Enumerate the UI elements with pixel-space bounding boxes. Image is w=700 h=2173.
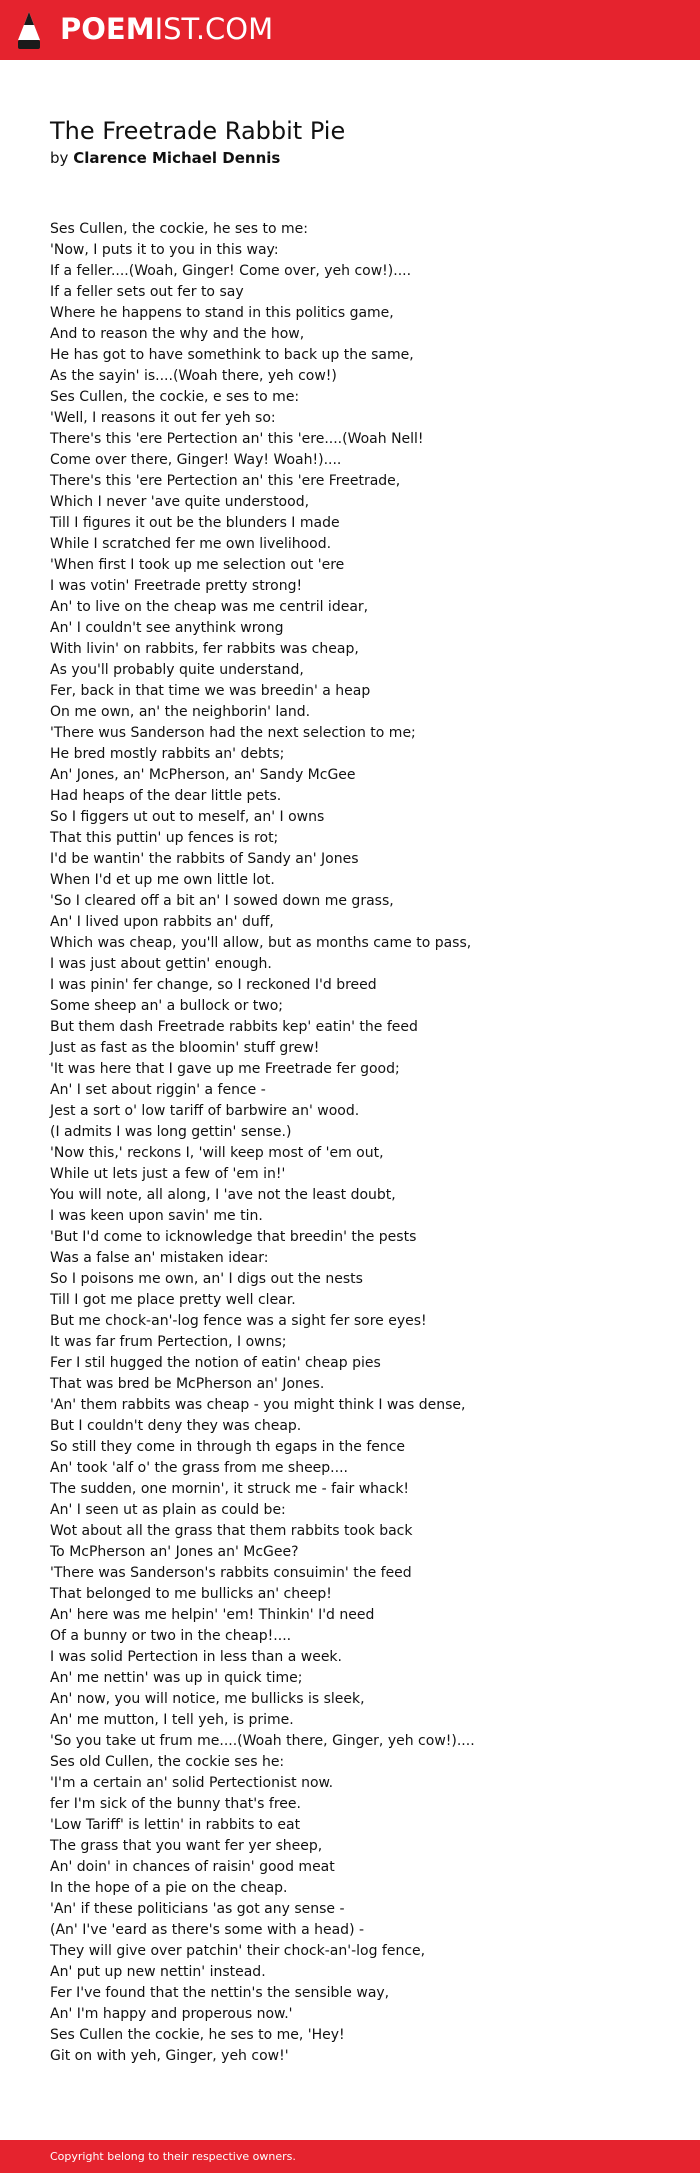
poem-line: (An' I've 'eard as there's some with a head) - [50,1922,365,1938]
poem-line: I was pinin' fer change, so I reckoned I'd breed [50,977,377,993]
poem-line: On me own, an' the neighborin' land. [50,704,311,720]
poem-line: While ut lets just a few of 'em in!' [50,1166,286,1182]
poem-line: If a feller sets out fer to say [50,284,244,300]
poem-line: Fer, back in that time we was breedin' a heap [50,683,371,699]
author-name: Clarence Michael Dennis [73,149,281,167]
site-footer [0,2140,700,2173]
poem-line: He bred mostly rabbits an' debts; [50,746,285,762]
poem-line: 'Low Tariff' is lettin' in rabbits to eat [50,1817,301,1833]
poem-body [50,219,670,2067]
poem-line: 'Now this,' reckons I, 'will keep most of 'em out, [50,1145,384,1161]
poem-line: As you'll probably quite understand, [50,662,304,678]
poem-line: Come over there, Ginger! Way! Woah!).... [50,452,342,468]
poem-line: fer I'm sick of the bunny that's free. [50,1796,301,1812]
poem-line: But them dash Freetrade rabbits kep' eatin' the feed [50,1019,418,1035]
poem-line: I was just about gettin' enough. [50,956,272,972]
poem-line: An' me nettin' was up in quick time; [50,1670,303,1686]
poem-line: 'So you take ut frum me....(Woah there, Ginger, yeh cow!).... [50,1733,475,1749]
poem-line: Wot about all the grass that them rabbits took back [50,1523,413,1539]
poem-line: Till I figures it out be the blunders I made [50,515,340,531]
poem-line: I'd be wantin' the rabbits of Sandy an' Jones [50,851,359,867]
poem-line: There's this 'ere Pertection an' this 'ere....(Woah Nell! [50,431,424,447]
poem-line: Was a false an' mistaken idear: [50,1250,269,1266]
poem-line: An' Jones, an' McPherson, an' Sandy McGee [50,767,356,783]
poem-line: When I'd et up me own little lot. [50,872,275,888]
poem-line: An' I'm happy and properous now.' [50,2006,293,2022]
poem-line: (I admits I was long gettin' sense.) [50,1124,292,1140]
poem-line: So still they come in through th egaps in the fence [50,1439,406,1455]
poem-line: An' me mutton, I tell yeh, is prime. [50,1712,294,1728]
poem-line: An' now, you will notice, me bullicks is sleek, [50,1691,365,1707]
poem-line: Fer I've found that the nettin's the sensible way, [50,1985,390,2001]
poem-line: They will give over patchin' their chock-an'-log fence, [50,1943,426,1959]
poem-line: Till I got me place pretty well clear. [50,1292,296,1308]
poem-line: 'When first I took up me selection out 'ere [50,557,345,573]
poem-line: The grass that you want fer yer sheep, [50,1838,323,1854]
poem-line: An' I seen ut as plain as could be: [50,1502,286,1518]
poem-line: It was far frum Pertection, I owns; [50,1334,287,1350]
poem-line: 'Well, I reasons it out fer yeh so: [50,410,276,426]
poem-line: Just as fast as the bloomin' stuff grew! [50,1040,320,1056]
logo-bold-text: POEM [60,12,155,46]
poem-title: The Freetrade Rabbit Pie [50,117,346,145]
poem-line: Where he happens to stand in this politics game, [50,305,394,321]
poem-line: If a feller....(Woah, Ginger! Come over, yeh cow!).... [50,263,412,279]
poem-line: But me chock-an'-log fence was a sight fer sore eyes! [50,1313,427,1329]
poem-line: That this puttin' up fences is rot; [50,830,279,846]
poem-line: Jest a sort o' low tariff of barbwire an' wood. [50,1103,360,1119]
poem-line: Ses Cullen, the cockie, he ses to me: [50,221,309,237]
poem-line: With livin' on rabbits, fer rabbits was cheap, [50,641,359,657]
poem-line: But I couldn't deny they was cheap. [50,1418,302,1434]
poem-line: 'An' if these politicians 'as got any sense - [50,1901,345,1917]
byline-prefix: by [50,149,69,167]
poem-line: That was bred be McPherson an' Jones. [50,1376,325,1392]
byline [50,148,280,168]
poem-line: 'It was here that I gave up me Freetrade fer good; [50,1061,400,1077]
site-header [0,0,700,60]
site-logo[interactable] [60,14,273,44]
poem-line: Which I never 'ave quite understood, [50,494,310,510]
poem-line: To McPherson an' Jones an' McGee? [50,1544,299,1560]
poem-line: So I poisons me own, an' I digs out the nests [50,1271,363,1287]
poem-line: An' doin' in chances of raisin' good meat [50,1859,335,1875]
poem-line: Git on with yeh, Ginger, yeh cow!' [50,2048,289,2064]
poem-line: 'There wus Sanderson had the next selection to me; [50,725,416,741]
poem-line: Which was cheap, you'll allow, but as months came to pass, [50,935,472,951]
poem-line: An' here was me helpin' 'em! Thinkin' I'd need [50,1607,375,1623]
poem-line: I was keen upon savin' me tin. [50,1208,263,1224]
poem-line: An' I lived upon rabbits an' duff, [50,914,274,930]
poem-line: While I scratched fer me own livelihood. [50,536,332,552]
poem-line: An' I set about riggin' a fence - [50,1082,266,1098]
poem-line: Fer I stil hugged the notion of eatin' cheap pies [50,1355,381,1371]
poem-line: The sudden, one mornin', it struck me - fair whack! [50,1481,410,1497]
poem-line: An' I couldn't see anythink wrong [50,620,284,636]
poem-line: 'I'm a certain an' solid Pertectionist now. [50,1775,334,1791]
poem-line: 'So I cleared off a bit an' I sowed down me grass, [50,893,394,909]
poem-line: 'Now, I puts it to you in this way: [50,242,279,258]
poem-line: An' took 'alf o' the grass from me sheep.... [50,1460,348,1476]
poem-line: So I figgers ut out to meself, an' I owns [50,809,325,825]
copyright-text: Copyright belong to their respective owners. [50,2150,296,2163]
poem-line: And to reason the why and the how, [50,326,305,342]
pencil-logo-icon[interactable] [16,10,42,51]
poem-line: Of a bunny or two in the cheap!.... [50,1628,292,1644]
poem-line: Had heaps of the dear little pets. [50,788,282,804]
poem-line: You will note, all along, I 'ave not the least doubt, [50,1187,396,1203]
poem-line: Ses old Cullen, the cockie ses he: [50,1754,285,1770]
poem-line: An' put up new nettin' instead. [50,1964,266,1980]
poem-line: That belonged to me bullicks an' cheep! [50,1586,332,1602]
poem-line: Ses Cullen, the cockie, e ses to me: [50,389,300,405]
poem-line: An' to live on the cheap was me centril idear, [50,599,369,615]
logo-light-text: IST.COM [154,12,274,46]
poem-line: I was solid Pertection in less than a week. [50,1649,342,1665]
poem-line: In the hope of a pie on the cheap. [50,1880,288,1896]
poem-line: Some sheep an' a bullock or two; [50,998,284,1014]
poem-line: Ses Cullen the cockie, he ses to me, 'Hey! [50,2027,345,2043]
poem-line: I was votin' Freetrade pretty strong! [50,578,303,594]
poem-line: There's this 'ere Pertection an' this 'ere Freetrade, [50,473,401,489]
poem-line: 'But I'd come to icknowledge that breedin' the pests [50,1229,417,1245]
poem-line: As the sayin' is....(Woah there, yeh cow!) [50,368,337,384]
poem-line: 'There was Sanderson's rabbits consuimin' the feed [50,1565,412,1581]
poem-line: He has got to have somethink to back up the same, [50,347,414,363]
poem-line: 'An' them rabbits was cheap - you might think I was dense, [50,1397,466,1413]
